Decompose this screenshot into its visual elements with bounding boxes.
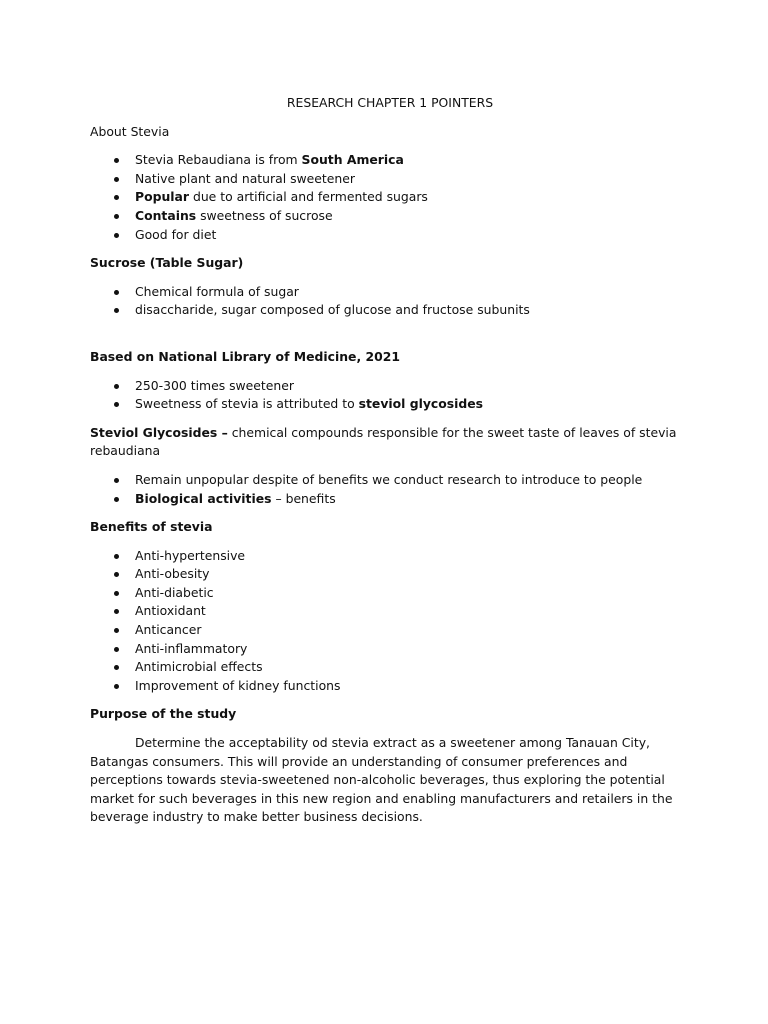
bullet-icon bbox=[114, 195, 119, 200]
benefits-heading: Benefits of stevia bbox=[90, 519, 213, 535]
list-item: Anti-inflammatory bbox=[90, 640, 690, 659]
sucrose-heading: Sucrose (Table Sugar) bbox=[90, 255, 244, 271]
bullet-icon bbox=[114, 214, 119, 219]
bullet-icon bbox=[114, 233, 119, 238]
list-item: Popular due to artificial and fermented sugars bbox=[90, 188, 690, 207]
list-item: Remain unpopular despite of benefits we conduct research to introduce to people bbox=[90, 471, 690, 490]
bullet-icon bbox=[114, 402, 119, 407]
benefits-list bbox=[90, 547, 690, 696]
list-item: Good for diet bbox=[90, 226, 690, 245]
bullet-icon bbox=[114, 158, 119, 163]
bullet-icon bbox=[114, 647, 119, 652]
bullet-icon bbox=[114, 628, 119, 633]
bullet-icon bbox=[114, 572, 119, 577]
list-item: Antioxidant bbox=[90, 602, 690, 621]
bullet-icon bbox=[114, 665, 119, 670]
bullet-icon bbox=[114, 609, 119, 614]
about-heading: About Stevia bbox=[90, 123, 170, 139]
bullet-icon bbox=[114, 384, 119, 389]
bullet-icon bbox=[114, 177, 119, 182]
purpose-paragraph: Determine the acceptability od stevia extract as a sweetener among Tanauan City, Batangas consumers. This will provide an understanding of consumer preferences and perceptions towards stevia-sweetened non-alcoholic beverages, thus exploring the potential market for such beverages in this new region and enabling manufacturers and retailers in the beverage industry to make better business decisions. bbox=[90, 735, 673, 825]
bullet-icon bbox=[114, 308, 119, 313]
bullet-icon bbox=[114, 591, 119, 596]
list-item: Biological activities – benefits bbox=[90, 490, 690, 509]
nlm-heading: Based on National Library of Medicine, 2021 bbox=[90, 348, 400, 364]
list-item: Sweetness of stevia is attributed to steviol glycosides bbox=[90, 395, 690, 414]
purpose-heading: Purpose of the study bbox=[90, 706, 237, 722]
list-item: Stevia Rebaudiana is from South America bbox=[90, 151, 690, 170]
steviol-definition: Steviol Glycosides – chemical compounds responsible for the sweet taste of leaves of stevia rebaudiana bbox=[90, 424, 677, 459]
list-item: Chemical formula of sugar bbox=[90, 283, 690, 302]
list-item: Contains sweetness of sucrose bbox=[90, 207, 690, 226]
bullet-icon bbox=[114, 290, 119, 295]
sucrose-list bbox=[90, 283, 690, 320]
list-item: Anti-diabetic bbox=[90, 584, 690, 603]
list-item: disaccharide, sugar composed of glucose and fructose subunits bbox=[90, 301, 690, 320]
list-item: Anti-hypertensive bbox=[90, 547, 690, 566]
document-title: RESEARCH CHAPTER 1 POINTERS bbox=[286, 95, 494, 110]
list-item: Antimicrobial effects bbox=[90, 658, 690, 677]
bullet-icon bbox=[114, 684, 119, 689]
list-item: 250-300 times sweetener bbox=[90, 377, 690, 396]
list-item: Improvement of kidney functions bbox=[90, 677, 690, 696]
bullet-icon bbox=[114, 478, 119, 483]
list-item: Anticancer bbox=[90, 621, 690, 640]
list-item: Native plant and natural sweetener bbox=[90, 170, 690, 189]
steviol-list bbox=[90, 471, 690, 508]
nlm-list bbox=[90, 377, 690, 414]
steviol-term: Steviol Glycosides – bbox=[90, 424, 228, 440]
about-list bbox=[90, 151, 690, 244]
bullet-icon bbox=[114, 497, 119, 502]
list-item: Anti-obesity bbox=[90, 565, 690, 584]
blank-line bbox=[90, 330, 690, 348]
bullet-icon bbox=[114, 554, 119, 559]
